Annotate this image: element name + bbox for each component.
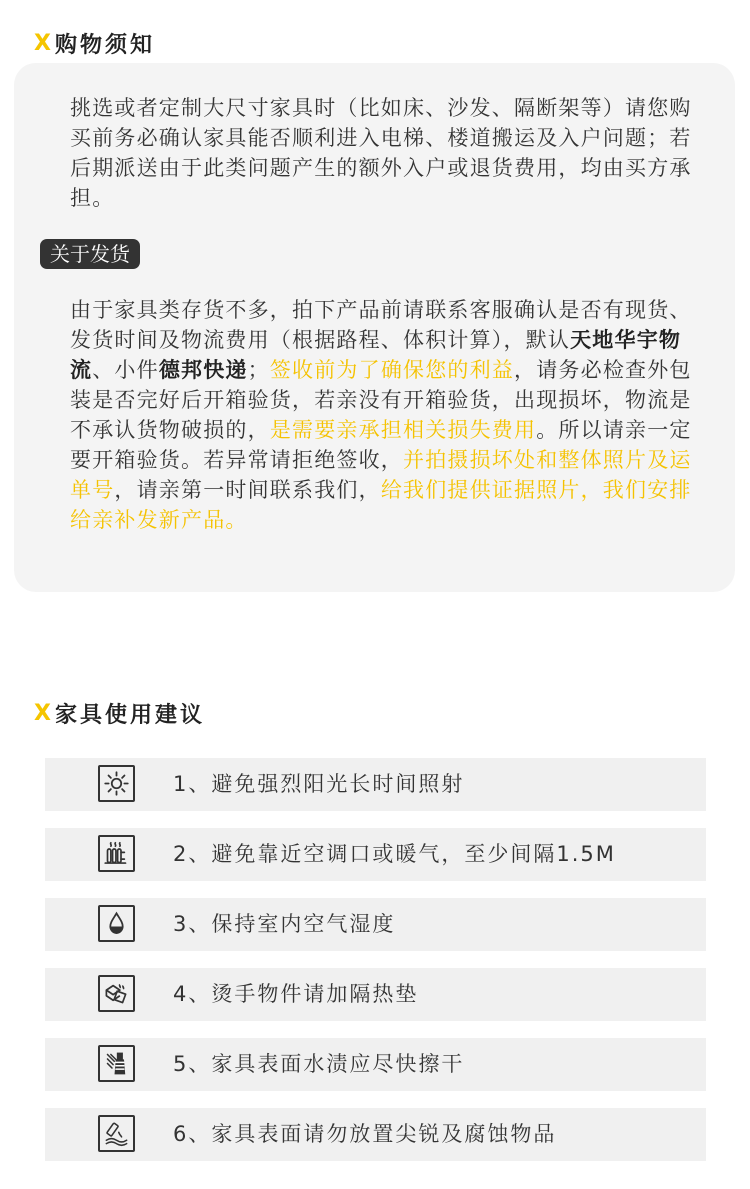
shipping-text: 。所以请亲一定要开箱验货。若异常请拒绝签收， <box>70 418 692 472</box>
highlight-text: 并拍摄损坏处和整体照片及运单号 <box>70 448 692 502</box>
shipping-text: ，请务必检查外包装是否完好后开箱验货，若亲没有开箱验货，出现损坏，物流是不承认货物破损的， <box>70 358 692 442</box>
shipping-text: ，请亲第一时间联系我们， <box>114 478 381 502</box>
shopping-notice-card <box>14 63 735 592</box>
courier-name: 德邦快递 <box>158 358 248 382</box>
shipping-paragraph <box>70 295 710 535</box>
shipping-text: ； <box>247 358 270 382</box>
shopping-notice-title-text: 购物须知 <box>54 33 155 58</box>
care-tip-text: 3、保持室内空气湿度 <box>173 912 396 936</box>
care-tip-text: 6、家具表面请勿放置尖锐及腐蚀物品 <box>173 1122 557 1146</box>
water-drop-icon <box>98 905 135 942</box>
care-tip-row <box>45 898 706 951</box>
highlight-text: 是需要亲承担相关损失费用 <box>269 418 537 442</box>
care-tip-row <box>45 1038 706 1091</box>
care-tip-row <box>45 758 706 811</box>
wipe-brush-icon <box>98 1045 135 1082</box>
care-tip-row <box>45 828 706 881</box>
highlight-text: 签收前为了确保您的利益 <box>269 358 515 382</box>
sun-icon <box>98 765 135 802</box>
corrosive-icon <box>98 1115 135 1152</box>
care-tip-text: 1、避免强烈阳光长时间照射 <box>173 772 465 796</box>
care-tip-row <box>45 968 706 1021</box>
care-tip-text: 5、家具表面水渍应尽快擦干 <box>173 1052 465 1076</box>
carrier-name: 天地华宇物流 <box>70 328 682 382</box>
shipping-text: 由于家具类存货不多，拍下产品前请联系客服确认是否有现货、发货时间及物流费用（根据路程、体积计算），默认 <box>70 298 692 352</box>
x-mark-icon: X <box>34 701 51 726</box>
oversize-furniture-paragraph: 挑选或者定制大尺寸家具时（比如床、沙发、隔断架等）请您购买前务必确认家具能否顺利进入电梯、楼道搬运及入户问题；若后期派送由于此类问题产生的额外入户或退货费用，均由买方承担。 <box>70 96 692 210</box>
shipping-text: 、小件 <box>92 358 159 382</box>
care-tip-text: 2、避免靠近空调口或暖气，至少间隔1.5M <box>173 842 616 866</box>
x-mark-icon: X <box>34 31 51 56</box>
heater-icon <box>98 835 135 872</box>
highlight-text: 给我们提供证据照片，我们安排给亲补发新产品。 <box>70 478 692 532</box>
shopping-notice-title <box>34 28 155 59</box>
furniture-care-title <box>34 698 205 729</box>
care-tip-row <box>45 1108 706 1161</box>
furniture-care-title-text: 家具使用建议 <box>54 703 205 728</box>
care-tip-text: 4、烫手物件请加隔热垫 <box>173 982 419 1006</box>
hot-cup-icon <box>98 975 135 1012</box>
shipping-badge: 关于发货 <box>40 239 140 269</box>
